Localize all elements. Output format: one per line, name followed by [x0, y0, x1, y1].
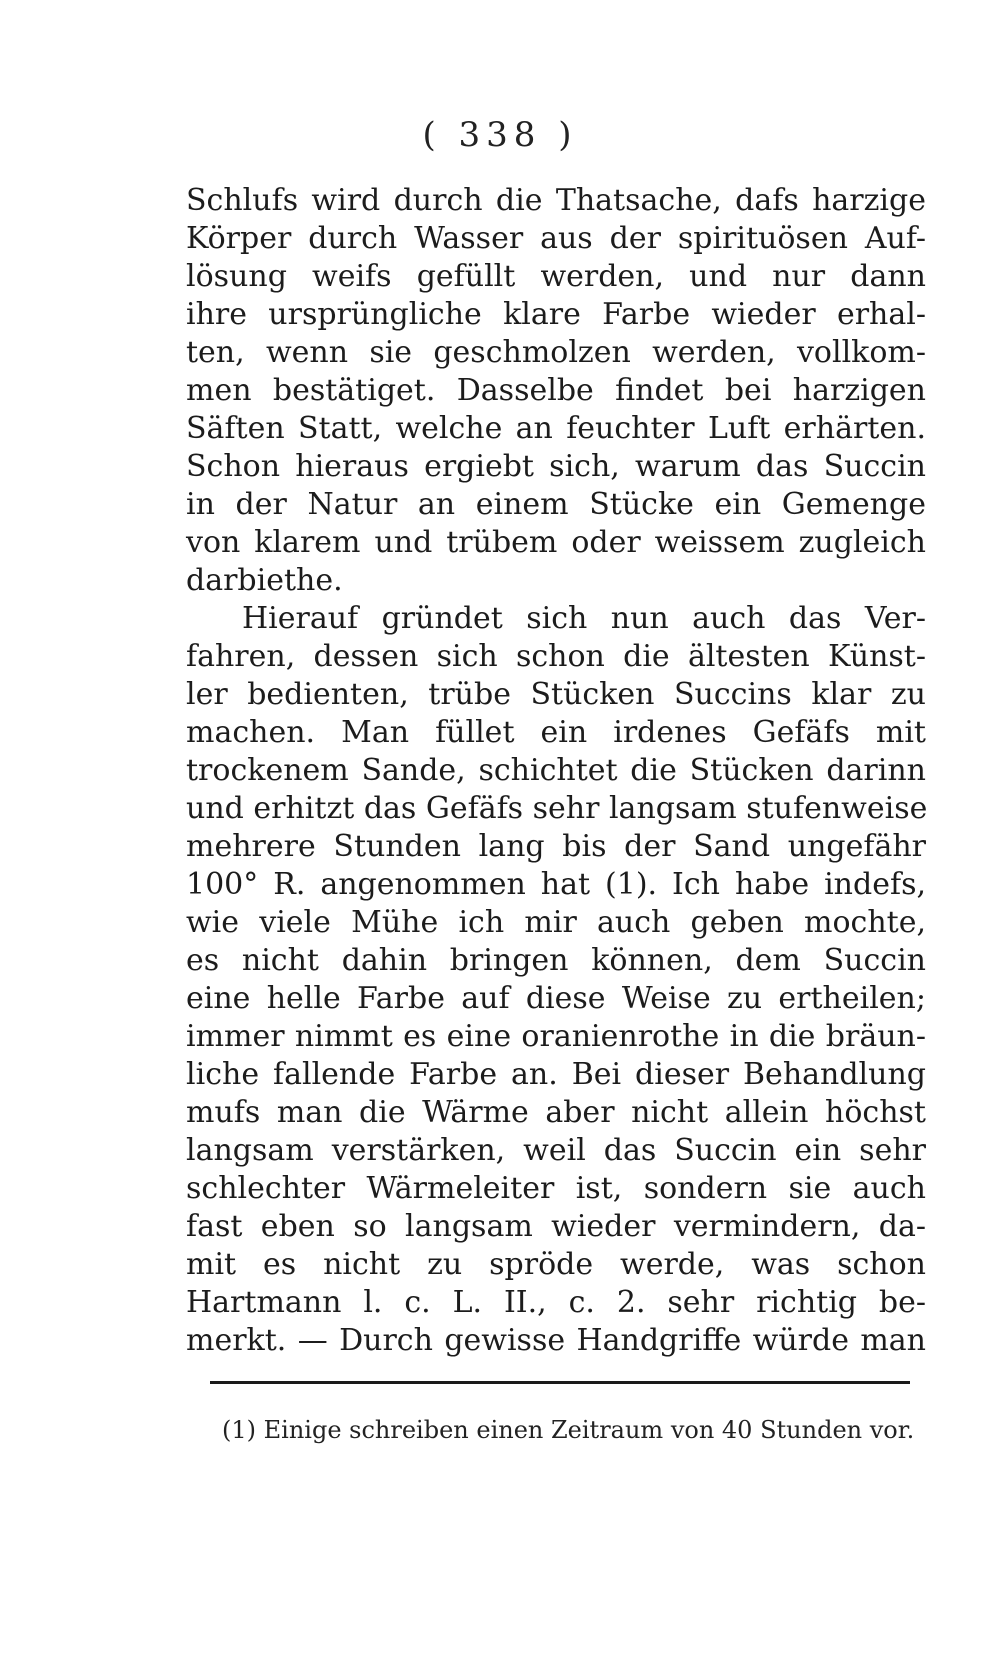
text-line: es nicht dahin bringen können, dem Succin — [186, 943, 926, 978]
text-line: ten, wenn sie geschmolzen werden, vollkom- — [186, 335, 926, 370]
footnote: (1) Einige schreiben einen Zeitraum von 40 Stunden vor. — [222, 1416, 915, 1444]
text-line: darbiethe. — [186, 563, 343, 598]
footnote-divider — [210, 1381, 910, 1384]
text-line: men bestätiget. Dasselbe findet bei harzigen — [186, 373, 926, 408]
text-line: von klarem und trübem oder weissem zugleich — [186, 525, 926, 560]
text-line: langsam verstärken, weil das Succin ein sehr — [186, 1133, 926, 1168]
text-line: ler bedienten, trübe Stücken Succins klar zu — [186, 677, 926, 712]
text-line: machen. Man füllet ein irdenes Gefäfs mit — [186, 715, 926, 750]
text-line: und erhitzt das Gefäfs sehr langsam stufenweise — [186, 791, 928, 826]
text-line: wie viele Mühe ich mir auch geben mochte, — [186, 905, 926, 940]
text-line: fast eben so langsam wieder vermindern, da- — [186, 1209, 926, 1244]
text-line: Schlufs wird durch die Thatsache, dafs harzige — [186, 183, 926, 218]
body-text — [186, 182, 926, 1360]
text-line: liche fallende Farbe an. Bei dieser Behandlung — [186, 1057, 926, 1092]
text-line: mufs man die Wärme aber nicht allein höchst — [186, 1095, 926, 1130]
text-line: schlechter Wärmeleiter ist, sondern sie auch — [186, 1171, 926, 1206]
text-line: Hartmann l. c. L. II., c. 2. sehr richtig be- — [186, 1285, 926, 1320]
text-line: Körper durch Wasser aus der spirituösen Auf- — [186, 221, 926, 256]
text-line: mit es nicht zu spröde werde, was schon — [186, 1247, 926, 1282]
text-line: trockenem Sande, schichtet die Stücken darinn — [186, 753, 926, 788]
text-line: merkt. — Durch gewisse Handgriffe würde man — [186, 1323, 926, 1358]
text-line: immer nimmt es eine oranienrothe in die bräun- — [186, 1019, 926, 1054]
text-line: in der Natur an einem Stücke ein Gemenge — [186, 487, 926, 522]
text-line: Hierauf gründet sich nun auch das Ver- — [242, 601, 926, 636]
text-line: ihre ursprüngliche klare Farbe wieder erhal- — [186, 297, 926, 332]
text-line: eine helle Farbe auf diese Weise zu ertheilen; — [186, 981, 926, 1016]
text-line: lösung weifs gefüllt werden, und nur dann — [186, 259, 926, 294]
text-line: Säften Statt, welche an feuchter Luft erhärten. — [186, 411, 926, 446]
text-line: mehrere Stunden lang bis der Sand ungefähr — [186, 829, 926, 864]
text-line: 100° R. angenommen hat (1). Ich habe indefs, — [186, 867, 926, 902]
text-line: Schon hieraus ergiebt sich, warum das Succin — [186, 449, 926, 484]
text-line: fahren, dessen sich schon die ältesten Künst- — [186, 639, 926, 674]
page-number: ( 338 ) — [422, 115, 578, 155]
